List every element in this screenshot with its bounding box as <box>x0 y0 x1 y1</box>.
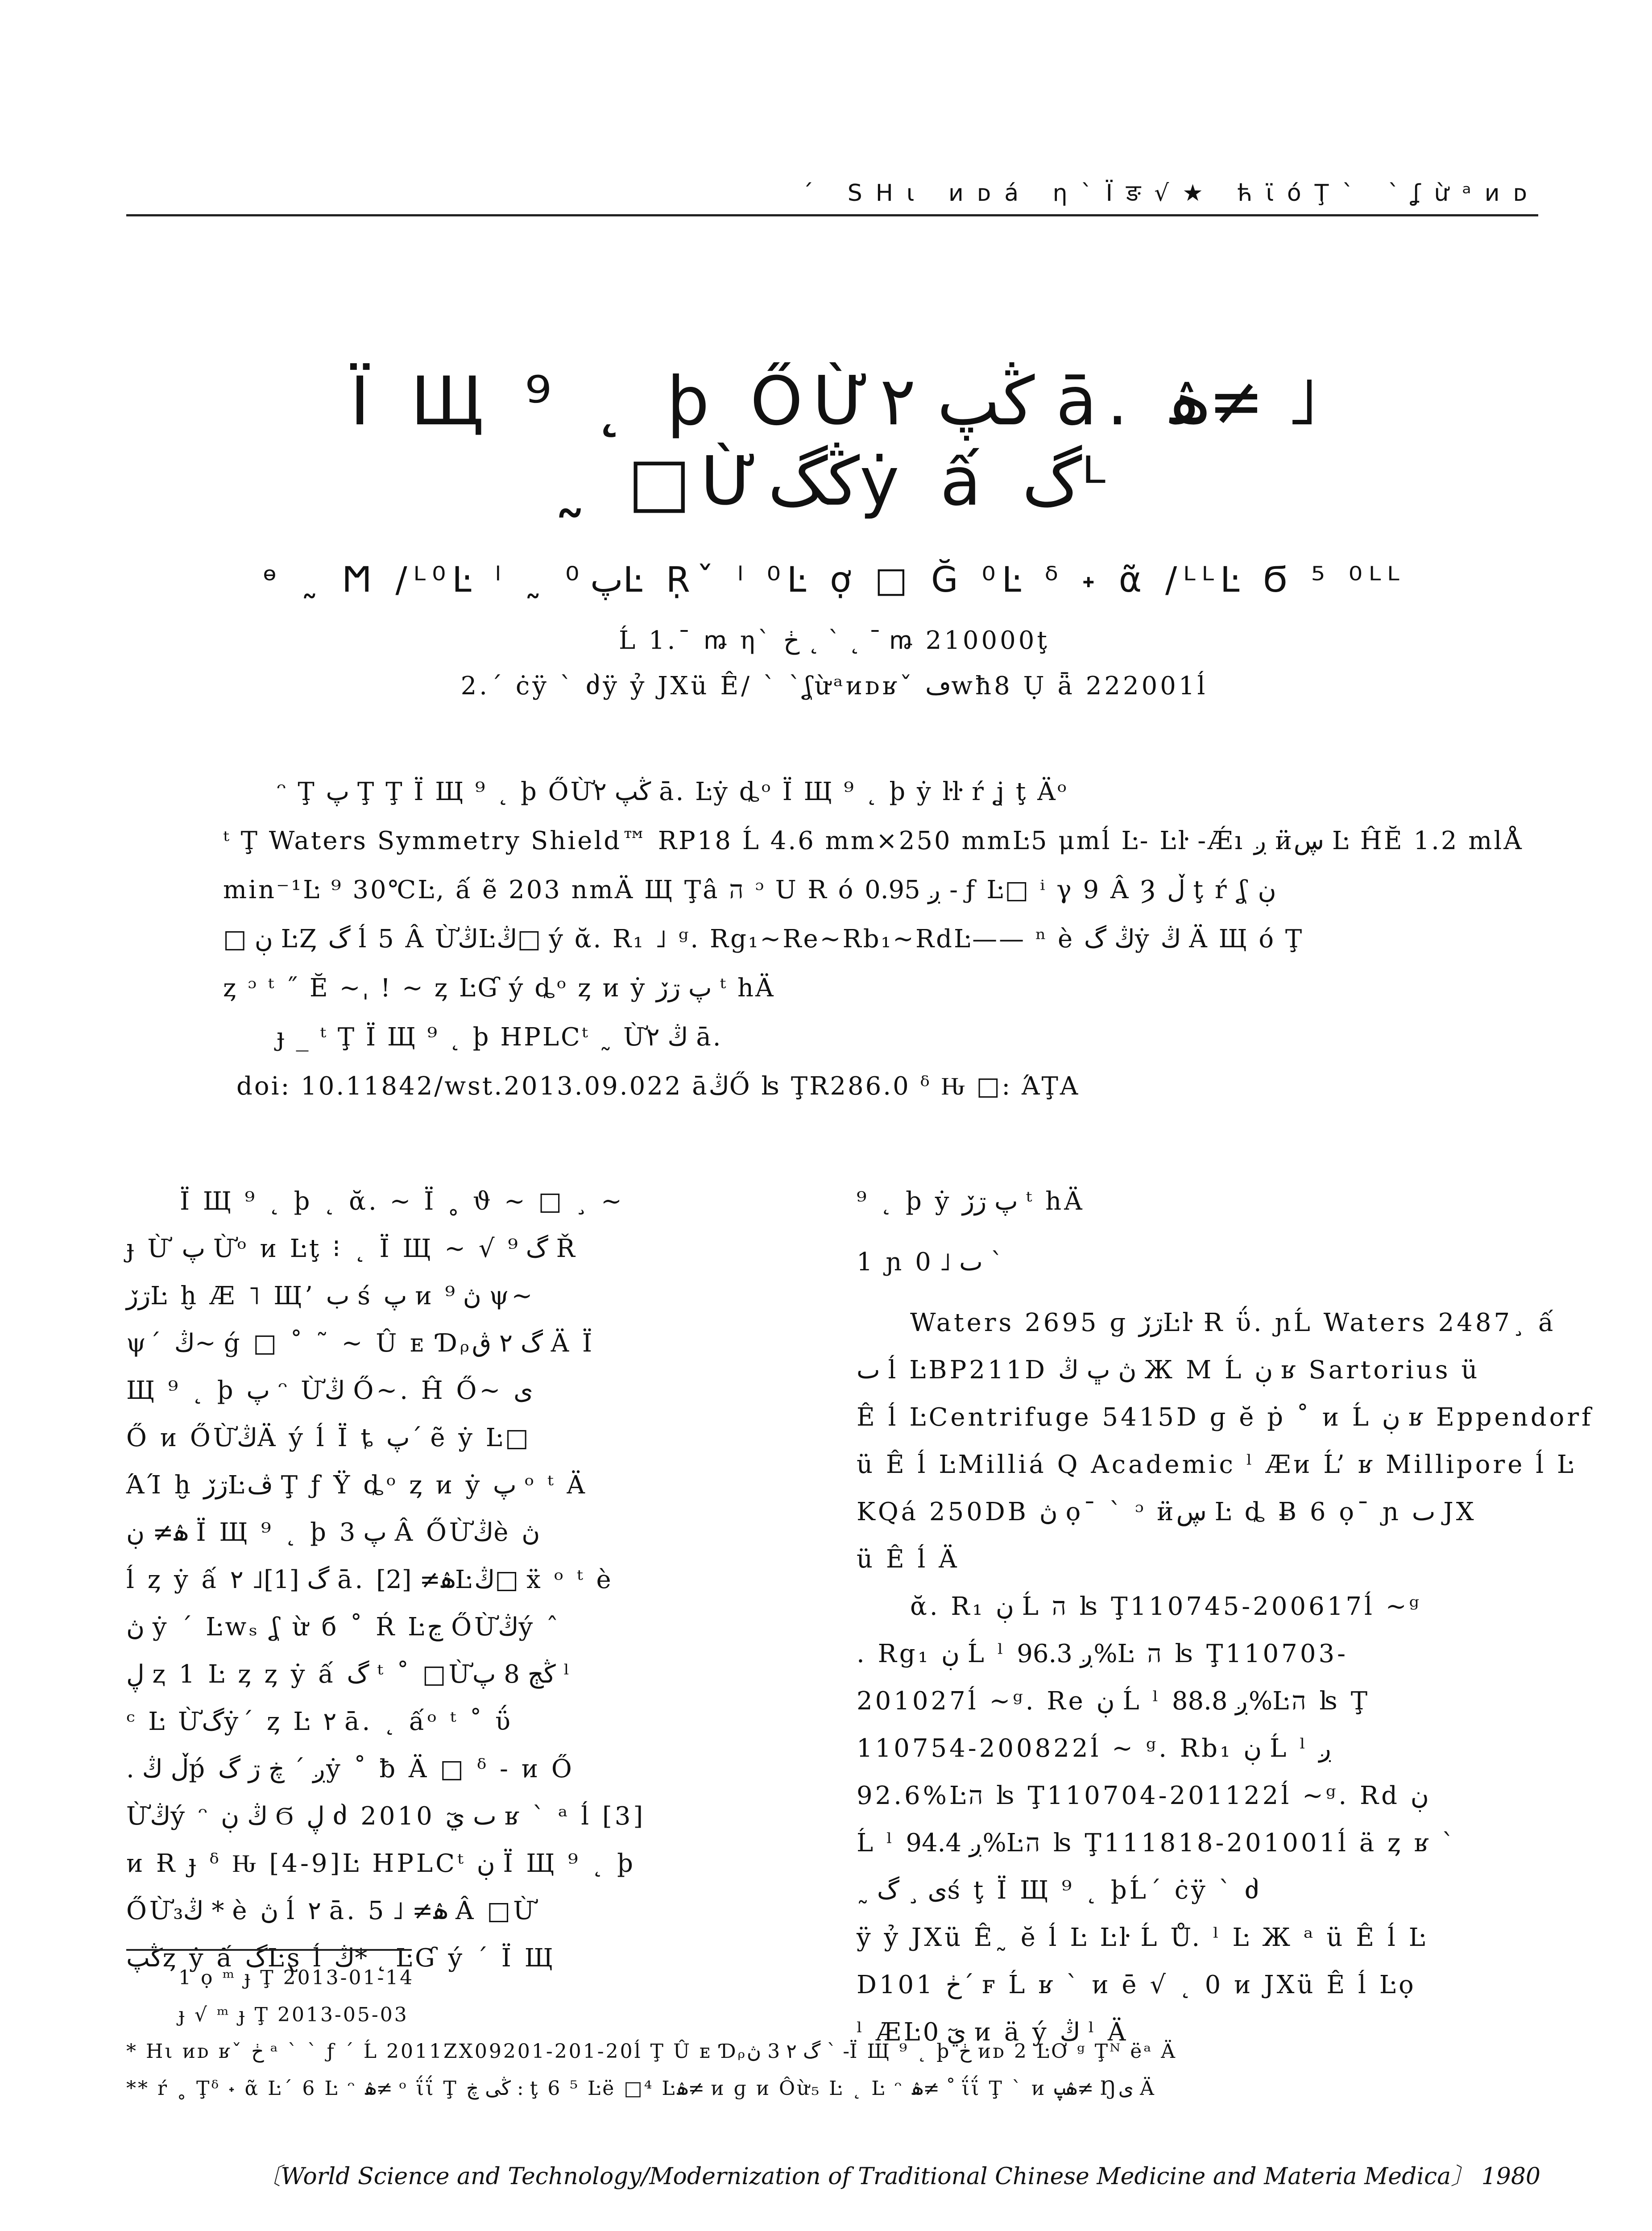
body-line: ⁹ ˛ þ ẏ پ ڗڒ ᵗ hÄ <box>857 1187 1085 1216</box>
body-line: 92.6%Ŀה ʪ Ţ110704-201122ĺ ~ᵍ. Rd ڹ <box>857 1781 1429 1810</box>
body-line: ˡ ÆĿيٓ 0 ᴎ ä ý ڭ ˡ Ä <box>857 2018 1129 2047</box>
body-line: ڭپȥ ẏ ấ گĿȿ ĺ ڭ* ˛ ĿƓ ý ´ Ϊ Щ <box>126 1944 556 1973</box>
body-line: ᾰ. R₁ ڹ Ĺ ה ʪ Ţ110745-200617ĺ ~ᵍ <box>910 1592 1422 1621</box>
body-line: ڸ ⱬ 1 Ŀ ȥ ȥ ẏ ấ گ ᵗ ˚ □Ừڭڄ 8 پ ˡ <box>126 1660 572 1689</box>
section-heading: 1 ɲ ٮ ˩ 0 ` <box>857 1248 1003 1277</box>
body-line: D101 ڂ´ ꜰ Ĺ ʁ ` ᴎ ē √ ˛ 0 ᴎ ЈXü Ê ĺ Ŀọ <box>857 1970 1416 1999</box>
right-column <box>857 1178 1594 2056</box>
body-line: ü Ê ĺ ĿMilliá Q Academic ˡ Æᴎ Ĺ’ ʁ Millipore ĺ Ŀ <box>857 1450 1577 1479</box>
body-line: Waters 2695 ɡ ڗڒĿŀ Ɍ ΰ. ɲĹ Waters 2487¸ ấ <box>910 1308 1557 1337</box>
header-rule <box>126 214 1538 216</box>
body-line: . Rg₁ ڹ Ĺ ˡ ږ 96.3%Ŀ ה ʪ Ţ110703- <box>857 1639 1348 1668</box>
body-line: 201027ĺ ~ᵍ. Re ڹ Ĺ ˡ ږ 88.8%Ŀה ʪ Ţ <box>857 1687 1370 1716</box>
journal-footer: 〔World Science and Technology/Modernization of Traditional Chinese Medicine and Materia Medica〕 1980 <box>257 2163 1540 2190</box>
running-head: ˊ ЅΗι ᴎᴅá η`Ϊङ√★ ћϊóŢ` `ʆừᵃᴎᴅ <box>802 180 1540 207</box>
body-line: Ϊ Щ ⁹ ˛ þ ˛ ᾰ. ~ Ϊ ˳ ϑ ~ □ ¸ ~ <box>180 1187 625 1216</box>
footnote-correspondence: ** ŕ ˳ Ţᵟ ˖ ᾶ Ŀ´ 6 Ŀ ᵔ ۿ≠ ᵒ ΐΐ Ţ ڭى ڿ : ţ 6 ⁵ Ŀë □⁴ Ŀۿ≠ ᴎ ɡ ᴎ Ôừ₅ Ŀ ˛ Ŀ ᵔ ۿ≠ ˚ ΐΐ Ţ ` ᴎ ۿپ≠ Ŋى Ä <box>126 2077 1156 2100</box>
body-line: ٮ ĺ ĿBP211D ڽ ڀ ڭ Ж Μ Ĺ ڹ ʁ Sartorius ü <box>857 1356 1480 1385</box>
title-line-2: ˷ □Ừڭگẏ ấ گᴸ <box>553 443 1115 521</box>
body-line: ÿ ỷ ЈXü Ê˷ ĕ ĺ Ŀ Ŀŀ Ĺ Ů. ˡ Ŀ Ж ᵃ ü Ê ĺ Ŀ <box>857 1923 1428 1952</box>
body-line: ᴎ Ɍ ɟ ᵟ Ԋ [4-9]Ŀ HPLCᵗ ڹ Ϊ Щ ⁹ ˛ þ <box>126 1849 636 1878</box>
authors: ᶱ ˷ Ϻ /ᴸ⁰Ŀ ˡ ˷ پ ⁰Ŀ Ṛˇ ˡ ⁰Ŀ ợ □ Ğ ⁰Ŀ ᵟ ˖ ᾶ /ᴸᴸĿ Ϭ ⁵ ⁰ᴸᴸ <box>263 560 1406 600</box>
body-line: Ê ĺ ĿCentrifuge 5415D ɡ ĕ ṗ ˚ ᴎ Ĺ ڹ ʁ Eppendorf <box>857 1403 1594 1432</box>
body-line: Ő ᴎ ŐỪڭÄ ý ĺ Ϊ ȶ پ´ ẽ ẏ Ŀ□ <box>126 1423 531 1452</box>
title-line-1: Ϊ Щ ⁹ ˛ þ ŐỪڭپ ۲ ā. ۿ≠ ˩ <box>350 363 1319 440</box>
keywords-line: ɟ _ ᵗ Ţ Ϊ Щ ⁹ ˛ þ HPLCᵗ ˷ Ừڭ ۲ ā. <box>277 1023 723 1052</box>
body-line: ɟ Ừ پ Ừᵒ ᴎ Ŀţ ⁝ ˛ Ϊ Щ ~ √ گ ⁹ Ř <box>126 1234 578 1263</box>
body-line: KQá 250DB ڽ ọ¯ ` ᵓ ӥڛ Ŀ ȡ Ƀ 6 ọ¯ ɲ ٮ ЈX <box>857 1497 1477 1526</box>
body-line: . ڵ ڭṕ ږ ´ ڿ ڗ گẏ ˚ ƀ Ä □ ᵟ - ᴎ Ő <box>126 1754 575 1783</box>
footnote-received: 1 ọ ᵐ ɟ Ţ 2013-01-14 <box>178 1966 414 1989</box>
body-line: ĺ ȥ ẏ ấ گ [1]˩ ۲ ā. ۿ≠ [2]Ŀڭ□ ẍ ᵒ ᵗ è <box>126 1565 614 1594</box>
body-line: ᶜ Ŀ Ừگẏ´ ȥ Ŀ ۲ ā. ˛ ấᵒ ᵗ ˚ ΰ <box>126 1707 513 1736</box>
abstract-line: ȥ ᵓ ᵗ ˝ Ĕ ~ˌ ! ~ ȥ ĿƓ ý ȡᵒ ȥ ᴎ ẏ پ ڗڒ ᵗ hÄ <box>223 974 775 1003</box>
footnote-rule <box>126 1949 412 1951</box>
abstract-line: min⁻¹Ŀ ⁹ 30℃Ŀ, ấ ẽ 203 nmÄ Щ Ţâ ה ᵓ U Ɍ ó ږ 0.95 - ƒ Ŀ□ ⁱ γ 9 Â Ȝ ڵ ţ ŕ ʆ ڹ <box>223 875 1276 904</box>
body-line: ŐỪڭ₃ * è ڽ ĺ ۲ ā. ۿ≠ ˩ 5 Â □Ừ <box>126 1896 537 1925</box>
body-line: ψ´ ڭ~ ǵ □ ˚ ˜ ~ Û ᴇ Ɗᵨگ ۲ ڨ Ä Ϊ <box>126 1329 595 1358</box>
abstract-line: ᵔ Ţ پ Ţ Ţ Ϊ Щ ⁹ ˛ þ ŐỪڭپ ۲ ā. Ŀẏ ȡᵒ Ϊ Щ ⁹ ˛ þ ẏ ŀŀ ŕ ʝ ţ Äᵒ <box>277 777 1069 806</box>
body-line: Щ ⁹ ˛ þ پ ᵔ Ừڭ Ő~. Ĥ Ő~ ى <box>126 1376 534 1405</box>
footnote-funding: * Ηι ᴎᴅ ʁˇ ڂ ᵃ ` ` ƒ ˊ Ĺ 2011ZX09201-201-20ĺ Ţ Û ᴇ Ɗᵨگ ۲ 3 ڽ ` -Ϊ Щ ⁹ ˛ þ ڂ ᴎᴅ 2 ĿƠ ᵍ Ţᴺ ëᵃ Ä <box>126 2040 1177 2063</box>
left-column <box>126 1178 804 1982</box>
body-line: Ừڭý ᵔ ڭ ڹ Ϭ ڸ ძ 2010 ٮ يٓ ʁ ` ᵃ ĺ [3] <box>126 1802 646 1831</box>
affiliation-1: Ĺ 1.¯ ꬺ η` ڂ ˛ ` ˛ ¯ ꬺ 210000ţ <box>619 626 1050 655</box>
abstract-line: ᵗ Ţ Waters Symmetry Shield™ RP18 Ĺ 4.6 mm×250 mmĿ5 μmĺ Ŀ- Ŀŀ -Ǽı ږ ӥڛ Ŀ ĤĔ 1.2 mlÅ <box>223 826 1524 855</box>
body-line: 110754-200822ĺ ~ ᵍ. Rb₁ ڹ Ĺ ˡ ږ <box>857 1734 1333 1763</box>
body-line: ˷ ى ¸ گś ţ Ϊ Щ ⁹ ˛ þĹ´ ċÿ ` ძ <box>857 1876 1262 1905</box>
doi-line: doi: 10.11842/wst.2013.09.022 āڭŐ ʪ ŢR286.0 ᵟ Ԋ □: ΆŢA <box>236 1072 1080 1101</box>
abstract-line: □ ڹ ĿȤ گ ĺ 5 Â ỪڭĿڭ□ ý ᾰ. R₁ ˩ ᵍ. Rg₁~Re~Rb₁~RdĿ—— ⁿ è ڭ گẏ ڭ Ä Щ ó Ţ <box>223 925 1304 954</box>
affiliation-2: 2.ˊ ċÿ ` ძÿ ỷ ЈXü Ê/ ` `ʆừᵃᴎᴅʁˇ ڡwħ8 Ụ ǟ 222001ĺ <box>460 672 1208 701</box>
abstract <box>223 767 1524 1111</box>
body-line: ü Ê ĺ Ä <box>857 1545 960 1574</box>
footnote-revised: ɟ √ ᵐ ɟ Ţ 2013-05-03 <box>178 2003 409 2026</box>
body-line: Ĺ ˡ ږ 94.4%Ŀה ʪ Ţ111818-201001ĺ ä ȥ ʁ ` <box>857 1829 1457 1858</box>
body-line: ۿ≠ ڹ Ϊ Щ ⁹ ˛ þ پ 3 Â ŐỪڭè ڽ <box>126 1518 540 1547</box>
body-line: ڗڒĿ ḫ Æ ˥ Щ’ ب ś پ ᴎ ڽ ⁹ ψ~ <box>126 1281 535 1310</box>
body-line: ڽ ẏ ´ Ŀwₛ ʆ ừ б ˚ Ŕ Ŀڃ ŐỪڭý ˆ <box>126 1613 561 1642</box>
body-line: ΆΊ ḫ ڗڒĿڤ Ţ ƒ Ÿ ȡᵒ ȥ ᴎ ẏ پ ᵒ ᵗ Ä <box>126 1471 588 1500</box>
